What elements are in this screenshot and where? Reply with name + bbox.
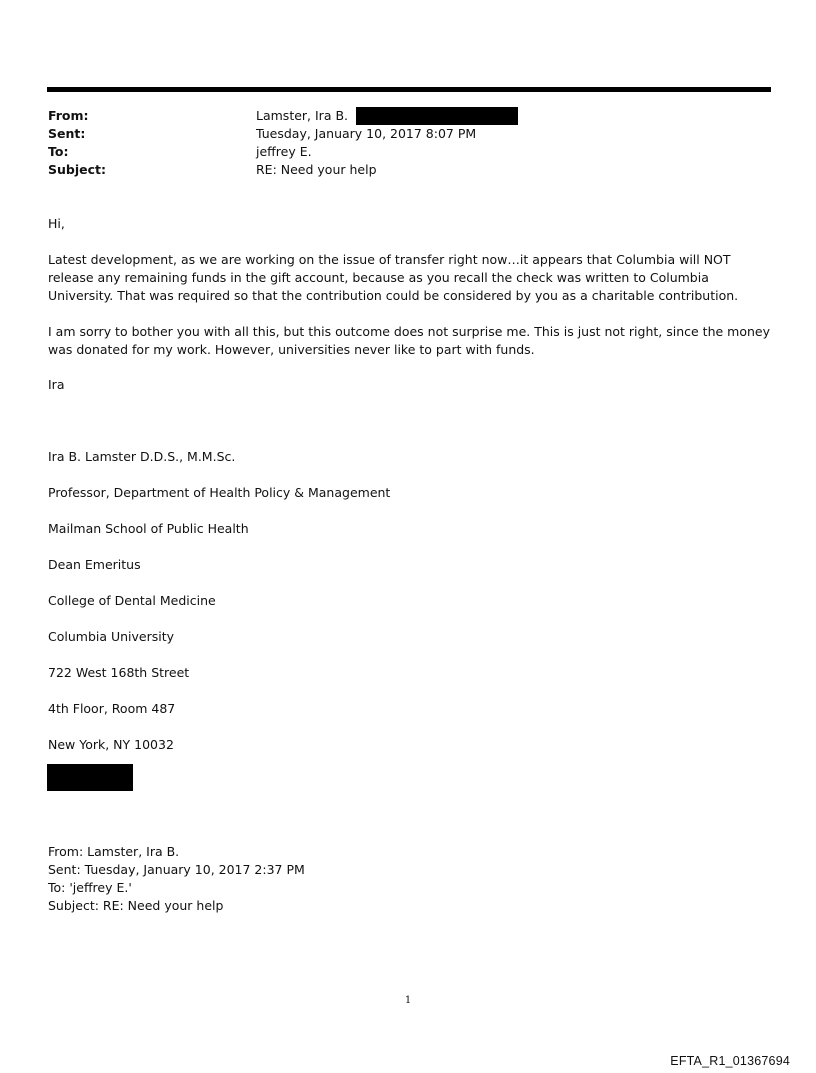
signature-role: Dean Emeritus (48, 557, 141, 572)
from-label: From: (48, 108, 89, 123)
document-id: EFTA_R1_01367694 (670, 1054, 790, 1068)
previous-to: To: 'jeffrey E.' (48, 880, 132, 895)
previous-subject: Subject: RE: Need your help (48, 898, 224, 913)
signature-city: New York, NY 10032 (48, 737, 174, 752)
signature-title: Professor, Department of Health Policy & Management (48, 485, 391, 500)
signature-university: Columbia University (48, 629, 175, 644)
signoff: Ira (48, 377, 65, 392)
sent-label: Sent: (48, 126, 86, 141)
to-label: To: (48, 144, 69, 159)
body-paragraph-2: I am sorry to bother you with all this, but this outcome does not surprise me. This is just not right, since the money was donated for my work. However, universities never like to part with funds. (48, 324, 771, 357)
signature-street: 722 West 168th Street (48, 665, 190, 680)
signature-room: 4th Floor, Room 487 (48, 701, 176, 716)
from-name: Lamster, Ira B. (256, 108, 348, 123)
sent-value: Tuesday, January 10, 2017 8:07 PM (256, 126, 477, 141)
page-number: 1 (404, 995, 412, 1006)
header-divider (47, 87, 771, 92)
previous-from: From: Lamster, Ira B. (48, 844, 180, 859)
greeting: Hi, (48, 216, 65, 231)
redaction-box (47, 764, 133, 791)
to-value: jeffrey E. (256, 144, 312, 159)
from-value (256, 107, 518, 125)
signature-school: Mailman School of Public Health (48, 521, 249, 536)
previous-sent: Sent: Tuesday, January 10, 2017 2:37 PM (48, 862, 305, 877)
subject-value: RE: Need your help (256, 162, 377, 177)
signature-college: College of Dental Medicine (48, 593, 216, 608)
redaction-box (356, 107, 518, 125)
subject-label: Subject: (48, 162, 106, 177)
body-paragraph-1: Latest development, as we are working on the issue of transfer right now…it appears that Columbia will NOT release any remaining funds in the gift account, because as you recall the check was written to Columbia University. That was required so that the contribution could be considered by you as a charitable contribution. (48, 252, 739, 303)
signature-name: Ira B. Lamster D.D.S., M.M.Sc. (48, 449, 236, 464)
